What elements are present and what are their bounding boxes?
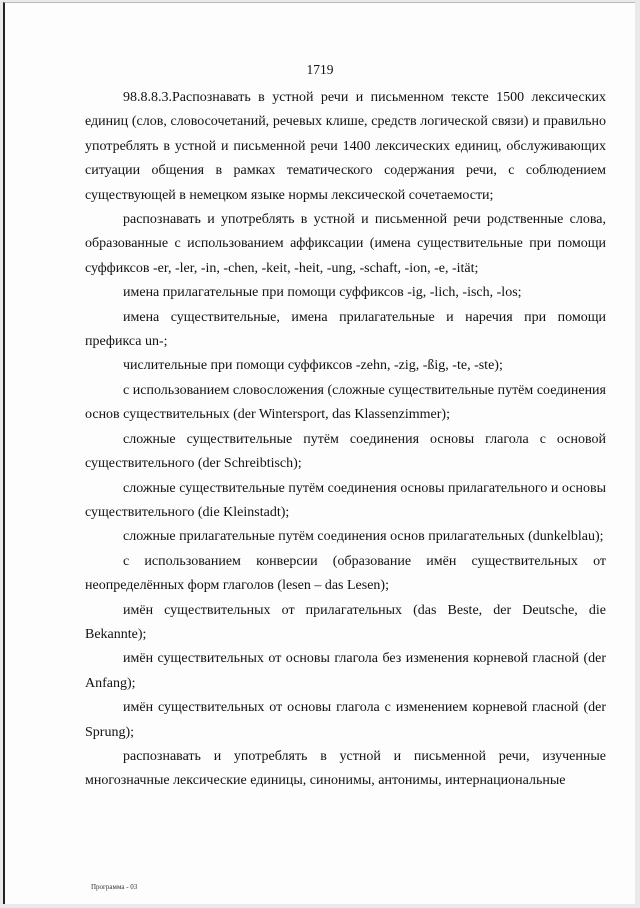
paragraph: сложные существительные путём соединения основы глагола с основой существительного (der Schreibtisch);: [85, 431, 606, 472]
paragraph: сложные существительные путём соединения основы прилагательного и основы существительного (die Kleinstadt);: [85, 480, 606, 520]
paragraph: числительные при помощи суффиксов -zehn, -zig, -ßig, -te, -ste);: [123, 358, 503, 374]
paragraph: имён существительных от прилагательных (das Beste, der Deutsche, die Bekannte);: [85, 602, 606, 642]
paragraph: имена прилагательные при помощи суффиксов -ig, -lich, -isch, -los;: [123, 285, 522, 301]
body-text: [85, 86, 606, 794]
paragraph: распознавать и употреблять в устной и письменной речи, изученные многозначные лексические единицы, синонимы, антонимы, интернациональные: [85, 748, 606, 789]
paragraph: с использованием конверсии (образование имён существительных от неопределённых форм глаголов (lesen – das Lesen);: [85, 553, 606, 594]
paragraph: имён существительных от основы глагола без изменения корневой гласной (der Anfang);: [85, 651, 606, 691]
footer-note: Программа - 03: [91, 883, 138, 891]
paragraph: имён существительных от основы глагола с изменением корневой гласной (der Sprung);: [85, 700, 606, 740]
paragraph: распознавать и употреблять в устной и письменной речи родственные слова, образованные с использованием аффиксации (имена существительные при помощи суффиксов -er, -ler, -in, -chen, -keit, -heit, -ung, -schaft, -ion, -e, -ität;: [85, 212, 606, 276]
paragraph: имена существительные, имена прилагательные и наречия при помощи префикса un-;: [85, 309, 606, 350]
paragraph: сложные прилагательные путём соединения основ прилагательных (dunkelblau);: [123, 529, 604, 545]
paragraph: 98.8.8.3.Распознавать в устной речи и письменном тексте 1500 лексических единиц (слов, словосочетаний, речевых клише, средств логической связи) и правильно употреблять в устной и письменной речи 1400 лексических единиц, обслуживающих ситуации общения в рамках тематического содержания речи, с соблюдением существующей в немецком языке нормы лексической сочетаемости;: [85, 90, 606, 203]
page-number: 1719: [306, 62, 334, 77]
paragraph: с использованием словосложения (сложные существительные путём соединения основ существительных (der Wintersport, das Klassenzimmer);: [85, 382, 606, 423]
document-page: [3, 2, 635, 904]
